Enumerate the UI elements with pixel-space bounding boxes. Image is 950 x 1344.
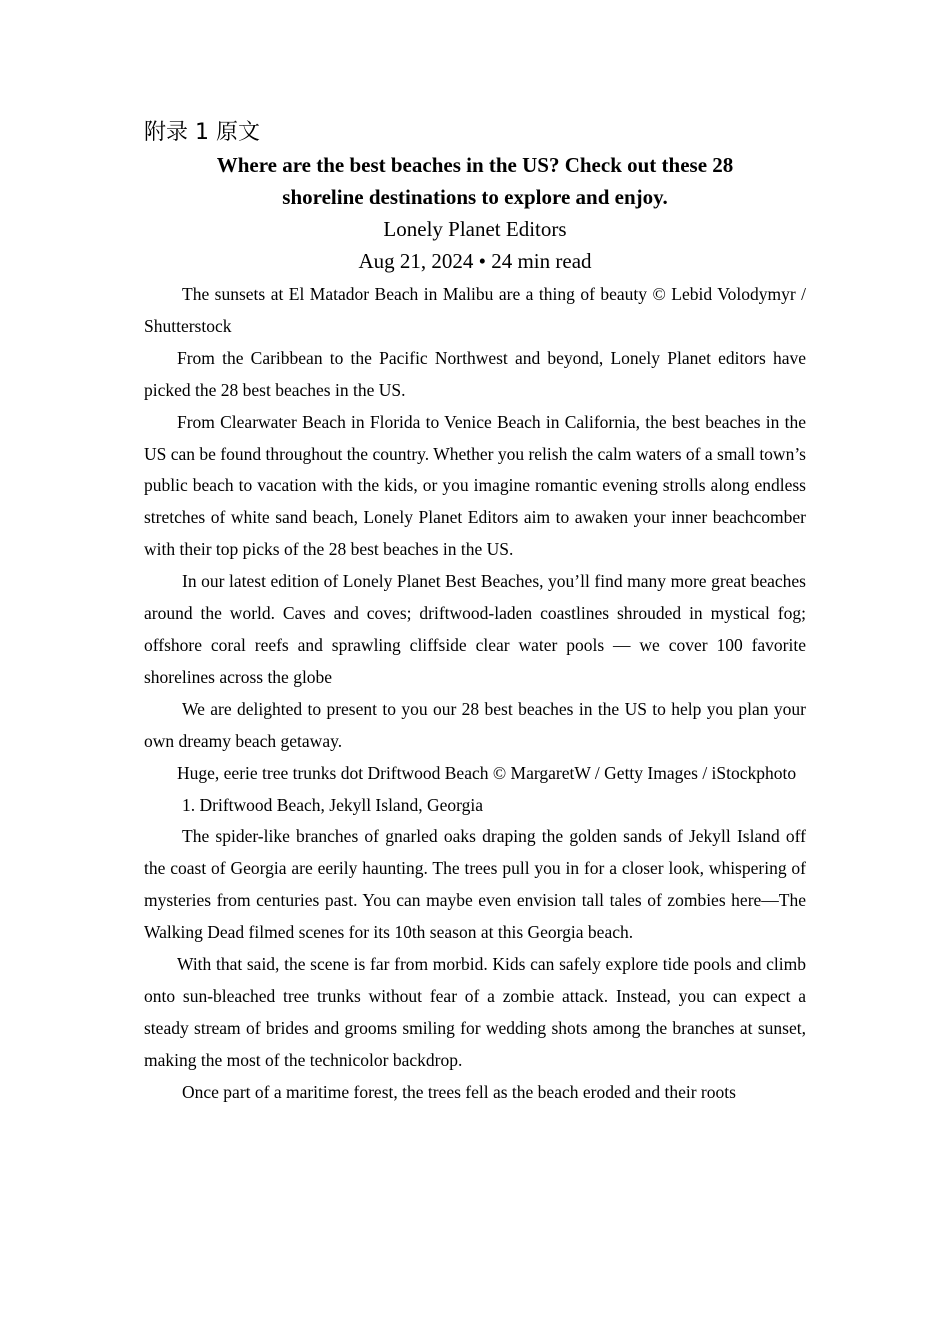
section-heading-driftwood-beach: 1. Driftwood Beach, Jekyll Island, Georgia: [182, 794, 483, 815]
overview-paragraph: From Clearwater Beach in Florida to Venice Beach in California, the best beaches in the US can be found throughout the country. Whether you relish the calm waters of a small town’s public beach to vacation with the kids, or you imagine romantic evening strolls along endless stretches of white sand beach, Lonely Planet Editors aim to awaken your inner beachcomber with their top picks of the 28 best beaches in the US.: [144, 411, 806, 560]
photo-caption-el-matador: The sunsets at El Matador Beach in Malibu are a thing of beauty © Lebid Volodymyr / Shutterstock: [144, 284, 806, 336]
delighted-paragraph: We are delighted to present to you our 28 best beaches in the US to help you plan your own dreamy beach getaway.: [144, 698, 806, 751]
intro-paragraph: From the Caribbean to the Pacific Northwest and beyond, Lonely Planet editors have picked the 28 best beaches in the US.: [144, 347, 806, 400]
driftwood-paragraph-1: The spider-like branches of gnarled oaks draping the golden sands of Jekyll Island off the coast of Georgia are eerily haunting. The trees pull you in for a closer look, whispering of mysteries from centuries past. You can maybe even envision tall tales of zombies here—The Walking Dead filmed scenes for its 10th season at this Georgia beach.: [144, 826, 806, 943]
photo-caption-driftwood: Huge, eerie tree trunks dot Driftwood Beach © MargaretW / Getty Images / iStockphoto: [177, 762, 797, 783]
document-content: [144, 117, 806, 1109]
article-title-line-2: shoreline destinations to explore and enjoy.: [282, 185, 668, 209]
driftwood-paragraph-2: With that said, the scene is far from morbid. Kids can safely explore tide pools and climb onto sun-bleached tree trunks without fear of a zombie attack. Instead, you can expect a steady stream of brides and grooms smiling for wedding shots among the branches at sunset, making the most of the technicolor backdrop.: [144, 954, 806, 1070]
appendix-heading: 附录 1 原文: [144, 120, 260, 145]
driftwood-paragraph-3: Once part of a maritime forest, the trees fell as the beach eroded and their roots: [182, 1081, 736, 1102]
article-title: [144, 149, 806, 213]
best-beaches-paragraph: In our latest edition of Lonely Planet Best Beaches, you’ll find many more great beaches around the world. Caves and coves; driftwood-laden coastlines shrouded in mystical fog; offshore coral reefs and sprawling cliffside clear water pools — we cover 100 favorite shorelines across the globe: [144, 571, 806, 687]
article-author: Lonely Planet Editors: [383, 217, 567, 241]
article-date: Aug 21, 2024 • 24 min read: [358, 249, 592, 273]
article-title-line-1: Where are the best beaches in the US? Check out these 28: [216, 153, 734, 177]
article-body: [144, 279, 806, 1109]
